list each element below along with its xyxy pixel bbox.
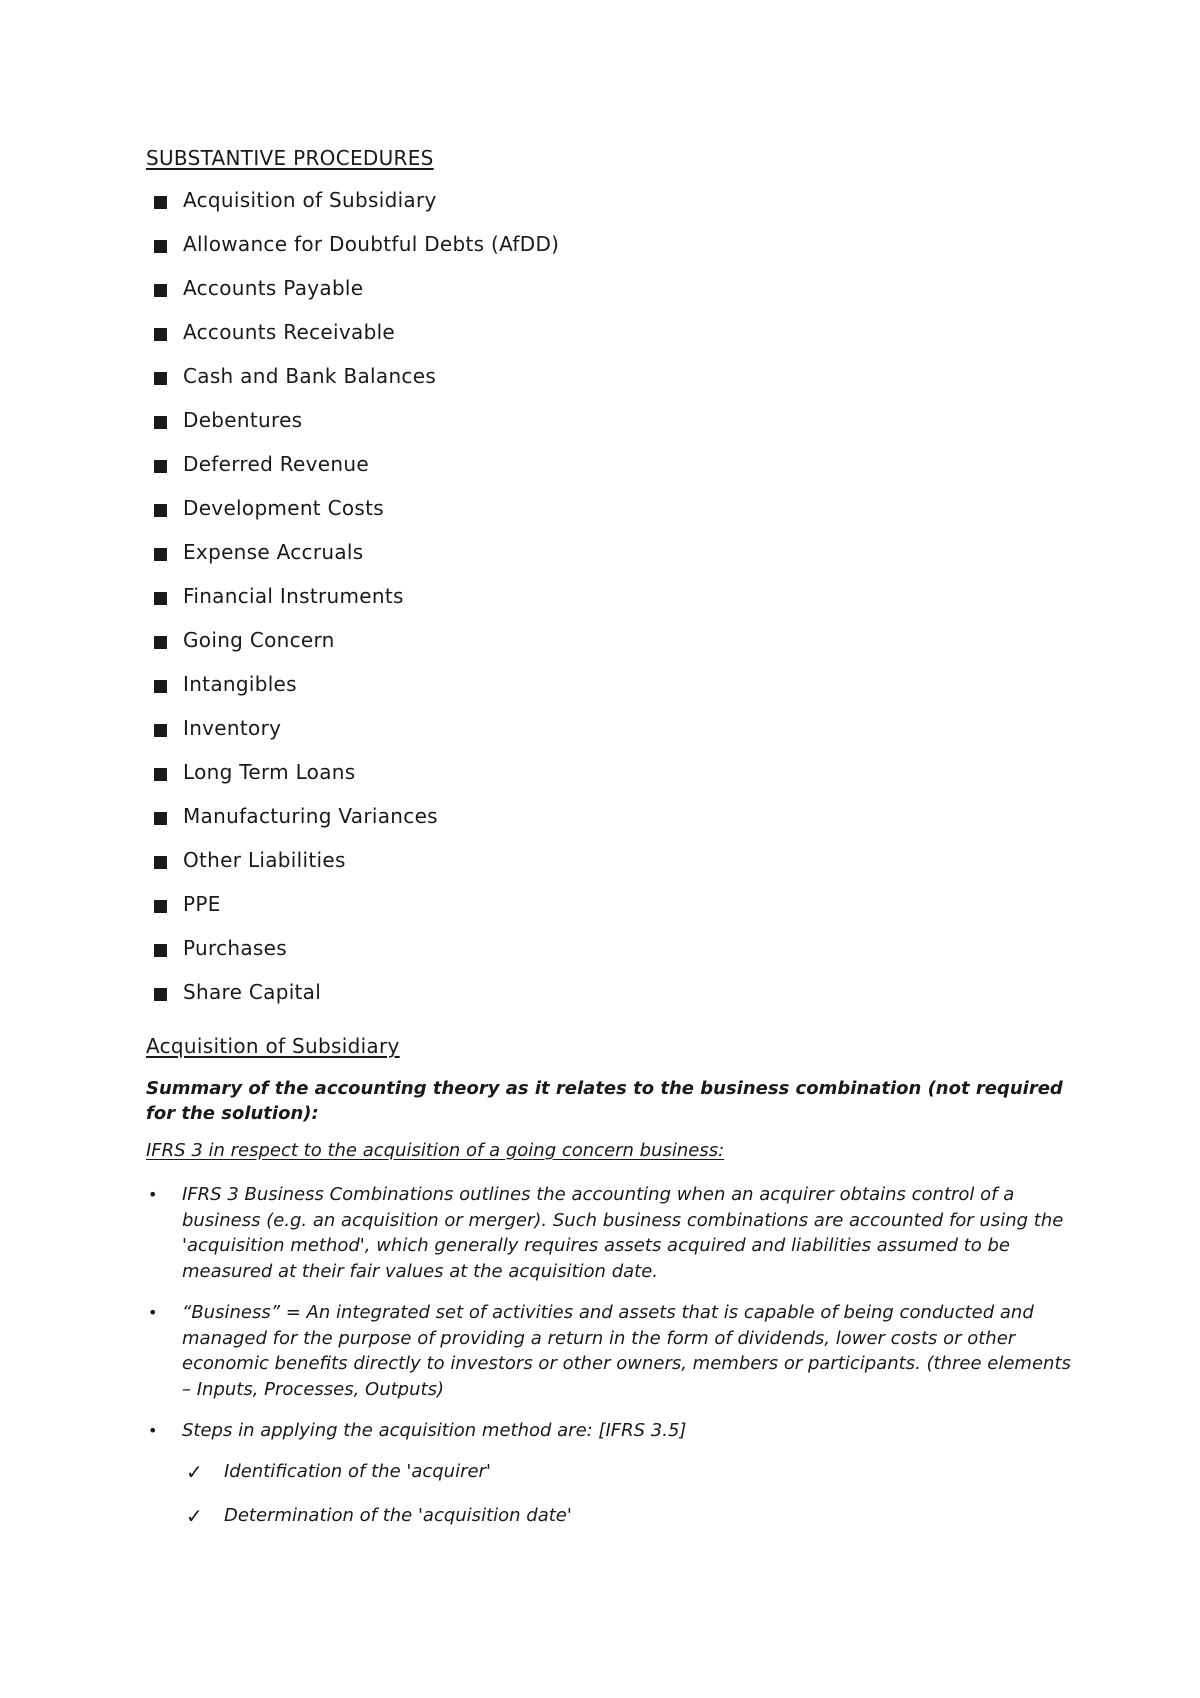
topic-label: Expense Accruals [183,540,364,564]
topic-label: Deferred Revenue [183,452,369,476]
topic-label: Accounts Receivable [183,320,396,344]
square-bullet-icon [154,416,167,429]
list-item [150,848,559,892]
topic-label: Share Capital [183,980,322,1004]
square-bullet-icon [154,548,167,561]
square-bullet-icon [154,900,167,913]
topic-label: Going Concern [183,628,335,652]
list-item [150,364,559,408]
topic-label: Cash and Bank Balances [183,364,437,388]
topic-label: Long Term Loans [183,760,356,784]
topic-label: Purchases [183,936,287,960]
step-text: Identification of the 'acquirer' [224,1461,491,1482]
list-item [150,936,559,980]
bullet-dot-icon: • [148,1421,158,1440]
page-heading: SUBSTANTIVE PROCEDURES [146,146,434,170]
list-item [150,584,559,628]
topic-list [150,188,559,1024]
topic-label: Accounts Payable [183,276,364,300]
ifrs-subheading: IFRS 3 in respect to the acquisition of a going concern business: [146,1140,725,1161]
list-item [150,496,559,540]
bullet-dot-icon: • [148,1185,158,1204]
square-bullet-icon [154,328,167,341]
square-bullet-icon [154,944,167,957]
step-text: Determination of the 'acquisition date' [224,1505,572,1526]
bullet-text: IFRS 3 Business Combinations outlines the accounting when an acquirer obtains control of a business (e.g. an acquisition or merger). Such business combinations are accounted for using the 'acquisition method', which generally requires assets acquired and liabilities assumed to be measured at their fair values at the acquisition date. [182,1184,1064,1282]
bullet-dot-icon: • [148,1303,158,1322]
square-bullet-icon [154,636,167,649]
list-item [146,1182,1076,1284]
square-bullet-icon [154,240,167,253]
list-item [150,276,559,320]
list-item [150,408,559,452]
square-bullet-icon [154,460,167,473]
list-item [150,716,559,760]
topic-label: Allowance for Doubtful Debts (AfDD) [183,232,560,256]
list-item [150,804,559,848]
square-bullet-icon [154,724,167,737]
checkmark-icon: ✓ [186,1504,203,1528]
section-title: Acquisition of Subsidiary [146,1034,400,1058]
square-bullet-icon [154,504,167,517]
topic-label: Inventory [183,716,282,740]
list-item [150,452,559,496]
topic-label: Financial Instruments [183,584,404,608]
square-bullet-icon [154,768,167,781]
summary-heading: Summary of the accounting theory as it relates to the business combination (not required for the solution): [146,1078,1063,1124]
list-item [186,1504,572,1548]
list-item [150,892,559,936]
topic-label: Development Costs [183,496,384,520]
topic-label: Debentures [183,408,303,432]
bullet-list [146,1182,1076,1460]
square-bullet-icon [154,196,167,209]
checkmark-icon: ✓ [186,1460,203,1484]
bullet-text: Steps in applying the acquisition method are: [IFRS 3.5] [182,1420,687,1441]
list-item [146,1300,1076,1402]
square-bullet-icon [154,812,167,825]
topic-label: Other Liabilities [183,848,346,872]
list-item [150,232,559,276]
list-item [150,320,559,364]
square-bullet-icon [154,856,167,869]
square-bullet-icon [154,680,167,693]
square-bullet-icon [154,592,167,605]
step-list [186,1460,572,1548]
topic-label: Manufacturing Variances [183,804,438,828]
bullet-text: “Business” = An integrated set of activities and assets that is capable of being conducted and managed for the purpose of providing a return in the form of dividends, lower costs or other economic benefits directly to investors or other owners, members or participants. (three elements – Inputs, Processes, Outputs) [182,1302,1071,1400]
list-item [186,1460,572,1504]
list-item [150,188,559,232]
topic-label: PPE [183,892,221,916]
list-item [146,1418,1076,1444]
topic-label: Acquisition of Subsidiary [183,188,437,212]
square-bullet-icon [154,284,167,297]
topic-label: Intangibles [183,672,297,696]
list-item [150,672,559,716]
square-bullet-icon [154,372,167,385]
list-item [150,980,559,1024]
list-item [150,540,559,584]
square-bullet-icon [154,988,167,1001]
list-item [150,760,559,804]
list-item [150,628,559,672]
